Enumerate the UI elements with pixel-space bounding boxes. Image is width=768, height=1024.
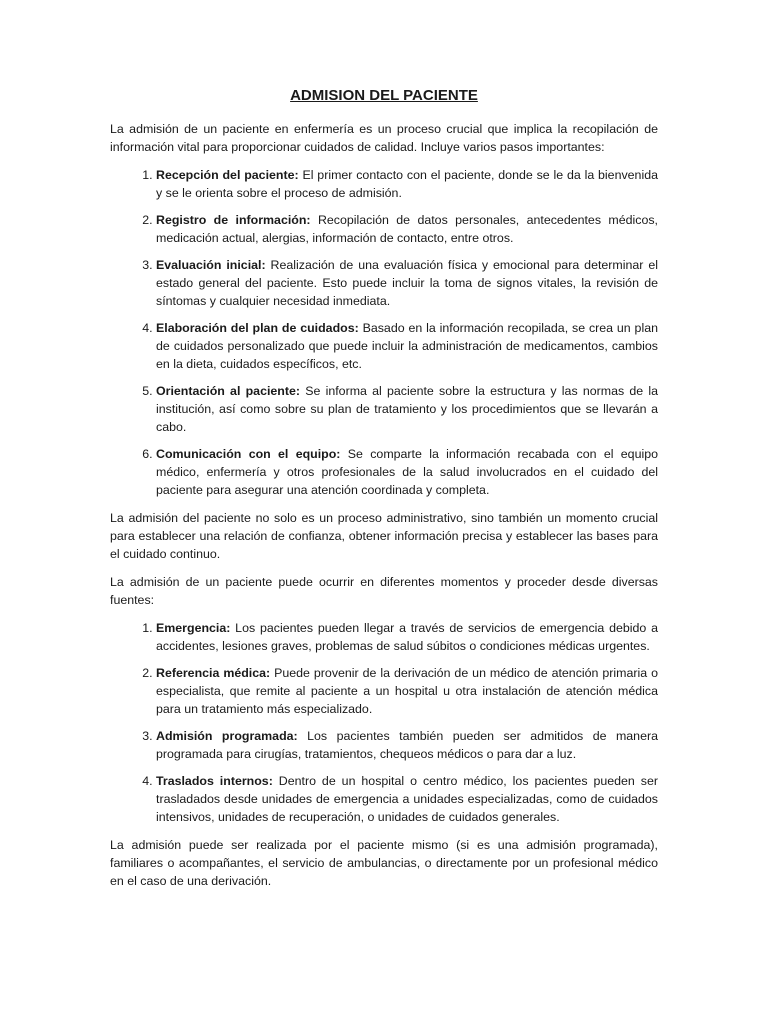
- source-term: Emergencia:: [156, 621, 231, 635]
- document-page: [110, 86, 658, 900]
- step-text: Basado en la información recopilada, se crea un plan de cuidados personalizado que puede incluir la administración de medicamentos, cambios en la dieta, cuidados específicos, etc.: [156, 321, 658, 371]
- source-text: Puede provenir de la derivación de un médico de atención primaria o especialista, que remite al paciente a un hospital u otra instalación de atención médica para un tratamiento más especializado.: [156, 666, 658, 716]
- third-paragraph: La admisión de un paciente puede ocurrir en diferentes momentos y proceder desde diversas fuentes:: [110, 575, 658, 607]
- step-text: Recopilación de datos personales, antecedentes médicos, medicación actual, alergias, información de contacto, entre otros.: [156, 213, 658, 245]
- step-term: Recepción del paciente:: [156, 168, 299, 182]
- intro-paragraph: La admisión de un paciente en enfermería es un proceso crucial que implica la recopilación de información vital para proporcionar cuidados de calidad. Incluye varios pasos importantes:: [110, 122, 658, 154]
- step-text: Se comparte la información recabada con el equipo médico, enfermería y otros profesionales de la salud involucrados en el cuidado del paciente para asegurar una atención coordinada y completa.: [156, 447, 658, 497]
- step-text: El primer contacto con el paciente, donde se le da la bienvenida y se le orienta sobre el proceso de admisión.: [156, 168, 658, 200]
- step-term: Comunicación con el equipo:: [156, 447, 341, 461]
- step-term: Orientación al paciente:: [156, 384, 301, 398]
- list-item: [156, 319, 658, 373]
- source-term: Admisión programada:: [156, 729, 298, 743]
- second-paragraph: La admisión del paciente no solo es un proceso administrativo, sino también un momento crucial para establecer una relación de confianza, obtener información precisa y establecer las bases para el cuidado continuo.: [110, 511, 658, 561]
- step-term: Elaboración del plan de cuidados:: [156, 321, 359, 335]
- list-item: [156, 445, 658, 499]
- source-text: Los pacientes pueden llegar a través de servicios de emergencia debido a accidentes, lesiones graves, problemas de salud súbitos o condiciones médicas urgentes.: [156, 621, 658, 653]
- document-title: ADMISION DEL PACIENTE: [290, 87, 478, 104]
- list-item: [156, 727, 658, 763]
- list-item: [156, 772, 658, 826]
- list-item: [156, 256, 658, 310]
- step-text: Se informa al paciente sobre la estructura y las normas de la institución, así como sobre su plan de tratamiento y los procedimientos que se llevarán a cabo.: [156, 384, 659, 434]
- list-item: [156, 664, 658, 718]
- step-text: Realización de una evaluación física y emocional para determinar el estado general del paciente. Esto puede incluir la toma de signos vitales, la revisión de síntomas y cualquier necesidad inmediata.: [156, 258, 658, 308]
- list-item: [156, 619, 658, 655]
- step-term: Registro de información:: [156, 213, 311, 227]
- source-text: Dentro de un hospital o centro médico, los pacientes pueden ser trasladados desde unidades de emergencia a unidades especializadas, como de cuidados intensivos, unidades de recuperación, o unidades de cuidados generales.: [156, 774, 658, 824]
- list-item: [156, 166, 658, 202]
- source-term: Traslados internos:: [156, 774, 273, 788]
- list-item: [156, 382, 658, 436]
- admission-steps-list: [110, 166, 658, 499]
- source-term: Referencia médica:: [156, 666, 271, 680]
- admission-sources-list: [110, 619, 658, 826]
- closing-paragraph: La admisión puede ser realizada por el paciente mismo (si es una admisión programada), familiares o acompañantes, el servicio de ambulancias, o directamente por un profesional médico en el caso de una derivación.: [110, 838, 658, 888]
- list-item: [156, 211, 658, 247]
- source-text: Los pacientes también pueden ser admitidos de manera programada para cirugías, tratamientos, chequeos médicos o para dar a luz.: [156, 729, 658, 761]
- step-term: Evaluación inicial:: [156, 258, 266, 272]
